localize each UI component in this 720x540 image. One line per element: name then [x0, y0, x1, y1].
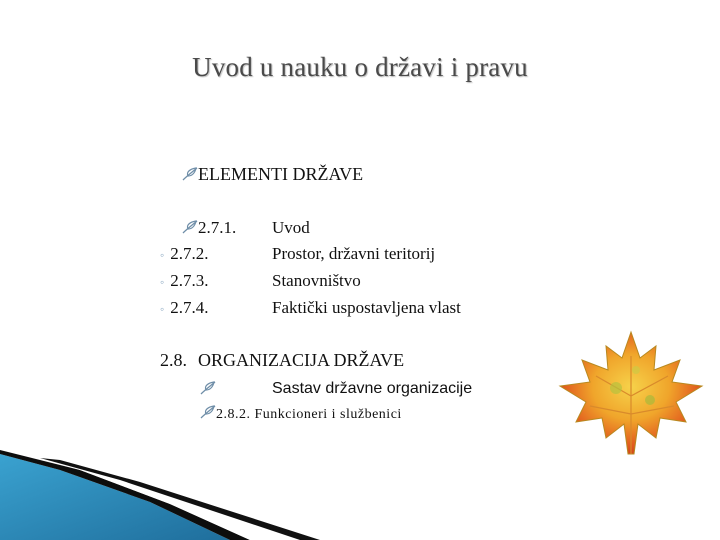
leaf-bullet-icon	[200, 381, 216, 399]
section-number-organizacija: 2.8.	[160, 350, 187, 370]
item-text: Prostor, državni teritorij	[272, 244, 436, 263]
decorative-corner-stripes	[0, 440, 320, 540]
sub-item-text: 2.8.2. Funkcioneri i službenici	[216, 407, 402, 422]
leaf-bullet-icon	[182, 220, 198, 234]
item-number: 2.7.2.	[170, 244, 209, 263]
leaf-bullet-icon	[182, 167, 198, 181]
section-heading-text: ELEMENTI DRŽAVE	[198, 164, 364, 184]
section-heading-organizacija: ORGANIZACIJA DRŽAVE	[198, 350, 405, 370]
slide-title: Uvod u nauku o državi i pravu	[192, 52, 528, 82]
maple-leaf-image	[556, 326, 706, 461]
circle-bullet-icon: ◦	[160, 275, 165, 289]
list-item	[160, 244, 209, 264]
sub-item-text: Sastav državne organizacije	[272, 380, 473, 397]
leaf-bullet-icon	[200, 405, 216, 419]
list-item	[182, 218, 236, 238]
circle-bullet-icon: ◦	[160, 302, 165, 316]
list-item	[160, 271, 209, 291]
item-number: 2.7.1.	[198, 218, 237, 237]
list-item	[160, 298, 209, 318]
section-heading-elementi	[182, 164, 363, 185]
sub-item	[200, 405, 402, 423]
item-number: 2.7.3.	[170, 271, 209, 290]
item-text: Faktički uspostavljena vlast	[272, 298, 461, 317]
item-text: Uvod	[272, 218, 310, 237]
item-text: Stanovništvo	[272, 271, 361, 290]
circle-bullet-icon: ◦	[160, 248, 165, 262]
item-number: 2.7.4.	[170, 298, 209, 317]
